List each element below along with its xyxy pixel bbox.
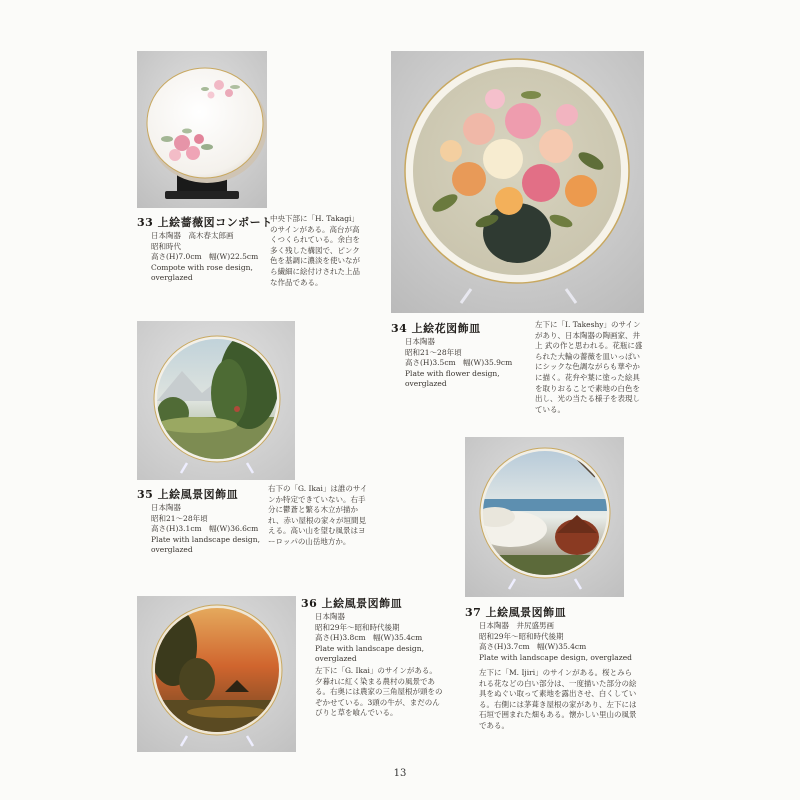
- item-english-title: Plate with flower design,: [405, 368, 500, 378]
- item-meta-33: [151, 231, 258, 284]
- page-number: 13: [393, 768, 407, 779]
- photo-item-35: [137, 321, 295, 480]
- flower-plate-image: [391, 51, 644, 313]
- item-meta-37: [479, 621, 632, 663]
- item-dimensions: 高さ(H)3.1cm 幅(W)36.6cm: [151, 524, 259, 533]
- photo-item-36: [137, 596, 296, 752]
- item-maker: 日本陶器 高木春太郎画: [151, 231, 234, 240]
- item-english-title-2: overglazed: [151, 273, 193, 282]
- item-title-37: 37 上絵風景図飾皿: [465, 606, 567, 619]
- landscape-plate-36-image: [137, 596, 296, 752]
- item-period: 昭和21～28年頃: [405, 347, 462, 357]
- item-title-33: 33 上絵薔薇図コンポート: [137, 216, 273, 229]
- item-title-34: 34 上絵花図飾皿: [391, 322, 481, 335]
- item-dimensions: 高さ(H)3.7cm 幅(W)35.4cm: [479, 642, 587, 651]
- item-title-35: 35 上絵風景図飾皿: [137, 488, 239, 501]
- item-description-36: 左下に「G. Ikai」のサインがある。夕暮れに紅く染まる農村の風景である。右奥には農家の三角屋根が頭をのぞかせている。3頭の牛が、まだのんびりと草を喰んでいる。: [315, 666, 443, 718]
- item-maker: 日本陶器: [315, 612, 345, 621]
- item-maker: 日本陶器 井尻盛男画: [479, 621, 554, 630]
- item-description-34: 左下に「I. Takeshy」のサインがあり、日本陶器の陶画家、井上 武の作と思われる。花瓶に盛られた大輪の薔薇を皿いっぱいにシックな色調ながらも華やかに描く。花弁や葉に塗った絵具を取りおることで素地の白色を出し、光の当たる様子を表現している。: [535, 320, 643, 414]
- item-meta-35: [151, 503, 260, 556]
- item-description-35: 右下の「G. Ikai」は誰のサインか特定できていない。右手分に鬱蒼と繁る木立が描かれ、赤い屋根の家々が垣間見える。高い山を望む風景はヨーロッパの山岳地方か。: [268, 484, 368, 546]
- item-english-title-2: overglazed: [151, 545, 193, 554]
- item-english-title: Plate with landscape design,: [151, 534, 260, 544]
- item-dimensions: 高さ(H)3.5cm 幅(W)35.9cm: [405, 358, 513, 367]
- landscape-plate-37-image: [465, 437, 624, 597]
- item-title-36: 36 上絵風景図飾皿: [301, 597, 403, 610]
- item-english-title-2: overglazed: [405, 379, 447, 388]
- item-maker: 日本陶器: [405, 337, 435, 346]
- photo-item-34: [391, 51, 644, 313]
- item-period: 昭和29年～昭和時代後期: [479, 631, 564, 641]
- photo-item-33: [137, 51, 267, 208]
- landscape-plate-35-image: [137, 321, 295, 480]
- photo-item-37: [465, 437, 624, 597]
- item-period: 昭和時代: [151, 241, 181, 251]
- item-period: 昭和21～28年頃: [151, 513, 208, 523]
- item-english-title-2: overglazed: [315, 654, 357, 663]
- item-description-37: 左下に「M. Ijiri」のサインがある。桜とみられる花などの白い部分は、一度描いた部分の絵具をぬぐい取って素地を露出させ、白くしている。右側には茅葺き屋根の家があり、左下には石垣で囲まれた畑もある。懐かしい里山の風景である。: [479, 668, 637, 730]
- item-english-title: Plate with landscape design, overglazed: [479, 652, 632, 662]
- item-maker: 日本陶器: [151, 503, 181, 512]
- item-meta-34: [405, 337, 512, 390]
- item-description-33: 中央下部に「H. Takagi」のサインがある。高台が高くつくられている。余白を多く残した構図で、ピンク色を基調に濃淡を使いながら繊細に絵付けされた上品な作品である。: [270, 214, 360, 287]
- item-dimensions: 高さ(H)7.0cm 幅(W)22.5cm: [151, 252, 259, 261]
- item-meta-36: [315, 612, 424, 665]
- item-period: 昭和29年～昭和時代後期: [315, 622, 400, 632]
- item-english-title: Compote with rose design,: [151, 262, 253, 272]
- item-dimensions: 高さ(H)3.8cm 幅(W)35.4cm: [315, 633, 423, 642]
- item-english-title: Plate with landscape design,: [315, 643, 424, 653]
- rose-compote-image: [137, 51, 267, 208]
